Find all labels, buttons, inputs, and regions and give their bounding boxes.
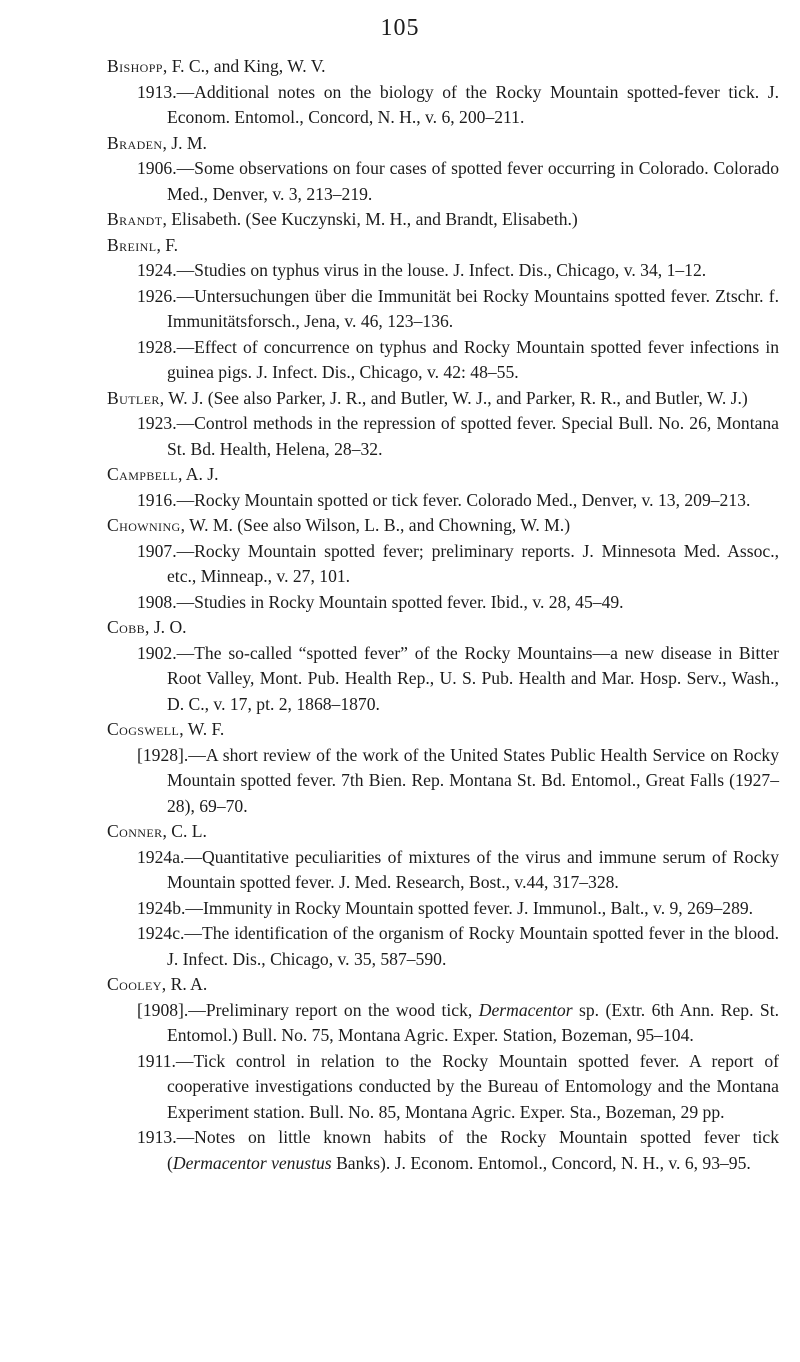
- citation-entry: [107, 921, 779, 972]
- author-surname: Cooley: [107, 974, 162, 994]
- author-details: , J. M.: [162, 132, 207, 153]
- author-heading: [107, 386, 779, 412]
- author-heading: [107, 207, 779, 233]
- citation-entry: [107, 156, 779, 207]
- author-details: , W. F.: [179, 719, 225, 739]
- citation-text: [1908].—Preliminary report on the wood tick,: [137, 999, 479, 1020]
- author-details: , J. O.: [145, 617, 187, 637]
- author-details: , F.: [156, 234, 179, 255]
- citation-entry: [107, 284, 779, 335]
- author-surname: Braden: [107, 132, 163, 153]
- citation-text: 1908.—Studies in Rocky Mountain spotted fever. Ibid., v. 28, 45–49.: [137, 591, 624, 612]
- citation-text: 1924c.—The identification of the organism of Rocky Mountain spotted fever in the blood. J. Infect. Dis., Chicago, v. 35, 587–590.: [137, 923, 779, 969]
- citation-entry: [107, 845, 779, 896]
- citation-text: [1928].—A short review of the work of the United States Public Health Service on Rocky Mountain spotted fever. 7th Bien. Rep. Montana St. Bd. Entomol., Great Falls (1927–28), 69–70.: [137, 744, 779, 816]
- author-heading: [107, 462, 779, 488]
- author-surname: Bishopp: [107, 56, 163, 76]
- citation-text: 1911.—Tick control in relation to the Rocky Mountain spotted fever. A report of cooperative investigations conducted by the Bureau of Entomology and the Montana Experiment station. Bull. No. 85, Montana Agric. Exper. Sta., Bozeman, 29 pp.: [137, 1050, 779, 1122]
- citation-text: 1924a.—Quantitative peculiarities of mixtures of the virus and immune serum of Rocky Mountain spotted fever. J. Med. Research, Bost., v.44, 317–328.: [137, 846, 779, 892]
- citation-entry: [107, 590, 779, 616]
- author-surname: Campbell: [107, 464, 178, 484]
- author-details: , Elisabeth. (See Kuczynski, M. H., and Brandt, Elisabeth.): [162, 209, 578, 229]
- author-heading: [107, 131, 779, 157]
- bibliography: [107, 54, 779, 1176]
- author-surname: Brandt: [107, 209, 163, 229]
- author-heading: [107, 717, 779, 743]
- citation-entry: [107, 258, 779, 284]
- taxon-name: Dermacentor venustus: [172, 1152, 332, 1173]
- citation-entry: [107, 80, 779, 131]
- page-number: 105: [380, 15, 420, 41]
- author-heading: [107, 54, 779, 80]
- author-details: , R. A.: [161, 974, 208, 994]
- author-heading: [107, 819, 779, 845]
- author-details: , C. L.: [162, 821, 207, 841]
- citation-entry: [107, 998, 779, 1049]
- citation-text: 1906.—Some observations on four cases of spotted fever occurring in Colorado. Colorado Med., Denver, v. 3, 213–219.: [137, 158, 779, 204]
- author-surname: Cogswell: [107, 719, 180, 739]
- citation-entry: [107, 539, 779, 590]
- author-details: , F. C., and King, W. V.: [162, 56, 326, 76]
- citation-text: 1923.—Control methods in the repression of spotted fever. Special Bull. No. 26, Montana St. Bd. Health, Helena, 28–32.: [137, 413, 779, 459]
- taxon-name: Dermacentor: [478, 999, 573, 1020]
- citation-text: 1924.—Studies on typhus virus in the louse. J. Infect. Dis., Chicago, v. 34, 1–12.: [137, 260, 707, 280]
- citation-entry: [107, 743, 779, 820]
- author-surname: Cobb: [107, 617, 146, 637]
- citation-text: 1913.—Additional notes on the biology of the Rocky Mountain spotted-fever tick. J. Econom. Entomol., Concord, N. H., v. 6, 200–211.: [137, 81, 779, 127]
- author-surname: Conner: [107, 821, 163, 841]
- citation-text: Banks). J. Econom. Entomol., Concord, N. H., v. 6, 93–95.: [331, 1152, 751, 1173]
- citation-text: sp. (Extr. 6th Ann. Rep. St. Entomol.) Bull. No. 75, Montana Agric. Exper. Station, Bozeman, 95–104.: [167, 999, 780, 1045]
- author-details: , A. J.: [177, 464, 219, 484]
- citation-text: 1926.—Untersuchungen über die Immunität bei Rocky Mountains spotted fever. Ztschr. f. Immunitätsforsch., Jena, v. 46, 123–136.: [137, 285, 779, 331]
- author-surname: Chowning: [107, 515, 181, 535]
- author-surname: Breinl: [107, 234, 157, 255]
- author-details: , W. J. (See also Parker, J. R., and Butler, W. J., and Parker, R. R., and Butler, W. J.): [159, 387, 748, 408]
- citation-text: 1913.—Notes on little known habits of the Rocky Mountain spotted fever tick (: [137, 1127, 779, 1173]
- author-surname: Butler: [107, 387, 160, 408]
- citation-entry: [107, 411, 779, 462]
- citation-text: 1928.—Effect of concurrence on typhus and Rocky Mountain spotted fever infections in guinea pigs. J. Infect. Dis., Chicago, v. 42: 48–55.: [137, 336, 779, 382]
- citation-entry: [107, 1125, 779, 1176]
- citation-entry: [107, 488, 779, 514]
- citation-text: 1916.—Rocky Mountain spotted or tick fever. Colorado Med., Denver, v. 13, 209–213.: [137, 489, 751, 510]
- author-details: , W. M. (See also Wilson, L. B., and Chowning, W. M.): [180, 515, 571, 535]
- author-heading: [107, 615, 779, 641]
- citation-entry: [107, 641, 779, 718]
- citation-text: 1907.—Rocky Mountain spotted fever; preliminary reports. J. Minnesota Med. Assoc., etc., Minneap., v. 27, 101.: [137, 540, 779, 586]
- author-heading: [107, 513, 779, 539]
- author-heading: [107, 233, 779, 259]
- citation-entry: [107, 335, 779, 386]
- author-heading: [107, 972, 779, 998]
- citation-entry: [107, 1049, 779, 1126]
- citation-text: 1902.—The so-called “spotted fever” of the Rocky Mountains—a new disease in Bitter Root Valley, Mont. Pub. Health Rep., U. S. Pub. Health and Mar. Hosp. Serv., Wash., D. C., v. 17, pt. 2, 1868–1870.: [137, 642, 779, 714]
- citation-entry: [107, 896, 779, 922]
- citation-text: 1924b.—Immunity in Rocky Mountain spotted fever. J. Immunol., Balt., v. 9, 269–289.: [137, 897, 754, 918]
